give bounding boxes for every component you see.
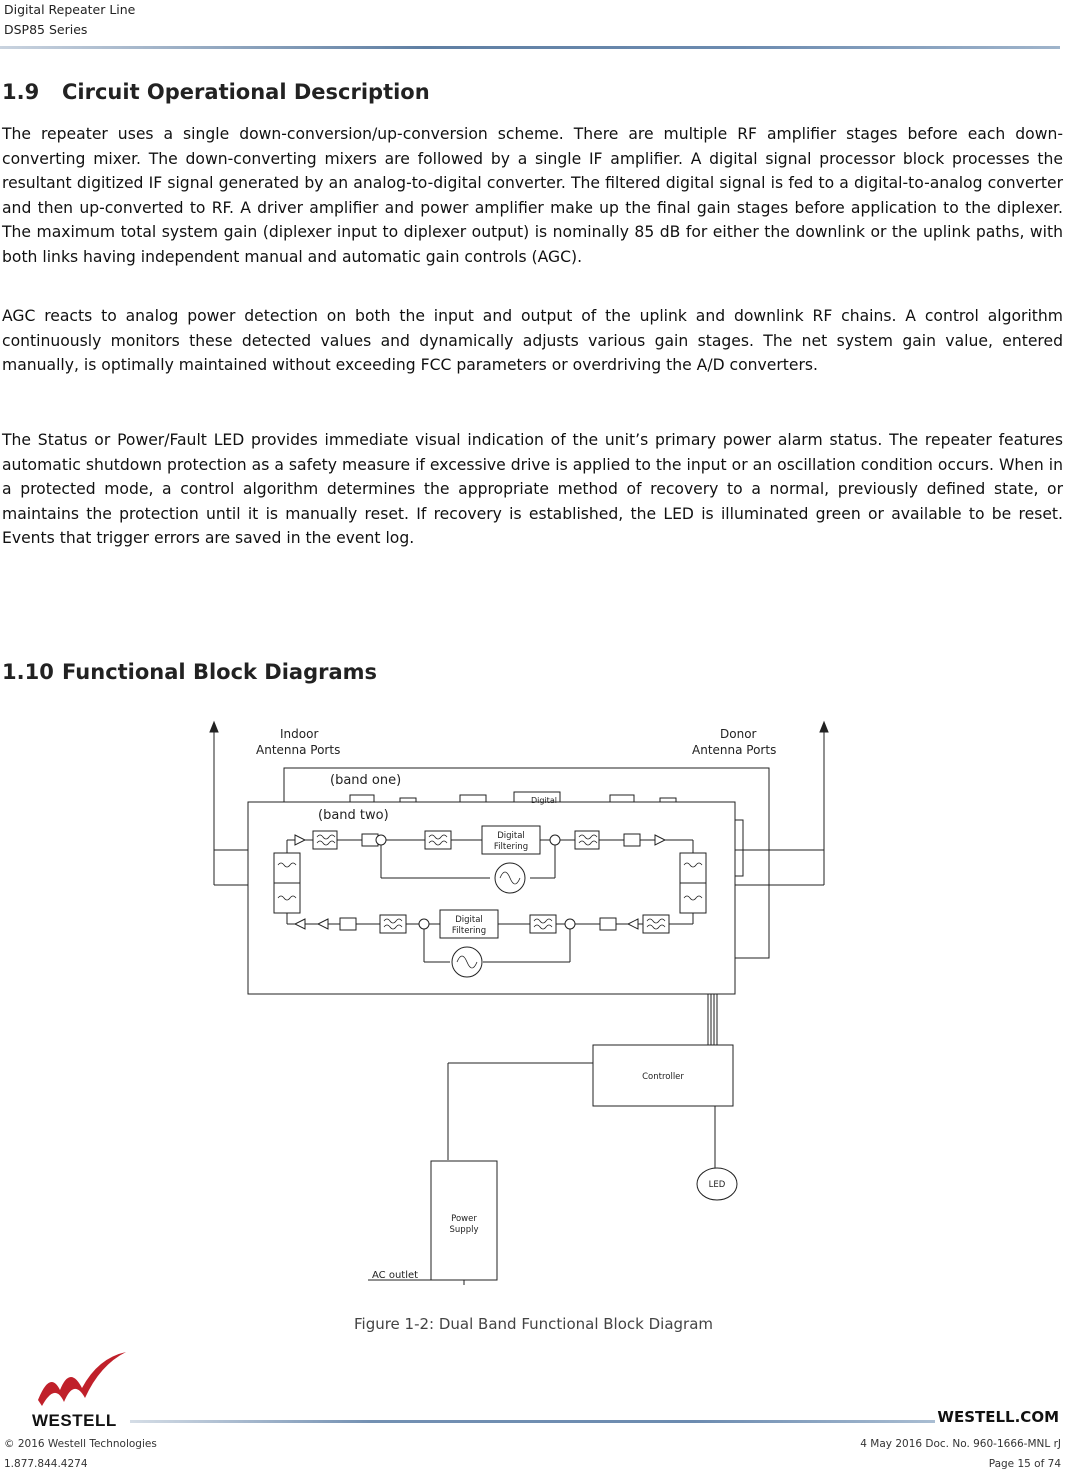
digital-partial-label: Digital [531,796,557,805]
figure-caption: Figure 1-2: Dual Band Functional Block Diagram [353,1315,714,1333]
controller-label: Controller [642,1072,684,1082]
section-title: Functional Block Diagrams [62,660,378,684]
westell-logo-wordmark: WESTELL [32,1411,117,1430]
power-supply-label-1: Power [451,1214,477,1224]
power-supply-label-2: Supply [449,1225,479,1235]
header-product-line: Digital Repeater Line [4,2,136,17]
band-two-label: (band two) [318,808,389,823]
section-number: 1.10 [2,660,54,684]
footer-copyright: © 2016 Westell Technologies [4,1438,157,1450]
section-title: Circuit Operational Description [62,80,430,104]
footer-doc-info: 4 May 2016 Doc. No. 960-1666-MNL rJ [860,1438,1061,1450]
block-diagram-svg [200,710,840,1300]
led-label: LED [708,1180,726,1190]
paragraph-2: AGC reacts to analog power detection on both the input and output of the uplink and downlink RF chains. A control algorithm continuously monitors these detected values and dynamically adjusts various gain stages. The net system gain value, entered manually, is optimally maintained without exceeding FCC parameters or overdriving the A/D converters. [2,307,1063,374]
header-series: DSP85 Series [4,22,88,37]
digital-filtering-upper-l1: Digital [497,831,525,841]
header-rule [0,46,1060,49]
header-text [4,0,135,40]
digital-filtering-lower-l1: Digital [455,915,483,925]
block-diagram [200,710,840,1300]
donor-label-1: Donor [720,727,757,741]
digital-filtering-lower-l2: Filtering [451,926,487,936]
westell-logo [30,1350,130,1430]
footer-website: WESTELL.COM [937,1408,1059,1426]
paragraph-1: The repeater uses a single down-conversion/up-conversion scheme. There are multiple RF amplifier stages before each down-converting mixer. The down-converting mixers are followed by a single IF amplifier. A digital signal processor block processes the resultant digitized IF signal generated by an analog-to-digital converter. The filtered digital signal is fed to a digital-to-analog converter and then up-converted to RF. A driver amplifier and power amplifier make up the final gain stages before application to the diplexer. The maximum total system gain (diplexer input to diplexer output) is nominally 85 dB for either the downlink or the uplink paths, with both links having independent manual and automatic gain controls (AGC). [2,125,1063,266]
indoor-antenna-arrow [210,722,218,732]
indoor-label-1: Indoor [280,727,319,741]
donor-antenna-arrow [820,722,828,732]
footer-phone: 1.877.844.4274 [4,1458,88,1470]
paragraph-3: The Status or Power/Fault LED provides immediate visual indication of the unit’s primary power alarm status. The repeater features automatic shutdown protection as a safety measure if excessive drive is applied to the input or an oscillation condition occurs. When in a protected mode, a control algorithm determines the appropriate method of recovery to a normal, previously defined state, or maintains the protection until it is manually reset. If recovery is established, the LED is illuminated green or available to be reset. Events that trigger errors are saved in the event log. [2,431,1063,547]
footer-page-number: Page 15 of 74 [988,1458,1061,1470]
footer-right [860,1434,1061,1474]
band-one-label: (band one) [330,773,402,788]
section-heading-1-10 [2,660,377,684]
ac-outlet-label: AC outlet [372,1270,419,1281]
donor-label-2: Antenna Ports [692,743,777,757]
section-number: 1.9 [2,80,40,104]
section-heading-1-9 [2,80,430,104]
indoor-label-2: Antenna Ports [256,743,341,757]
digital-filtering-upper-l2: Filtering [493,842,529,852]
westell-logo-swoosh [38,1352,126,1406]
footer-rule [130,1420,935,1423]
footer-left [4,1434,157,1474]
